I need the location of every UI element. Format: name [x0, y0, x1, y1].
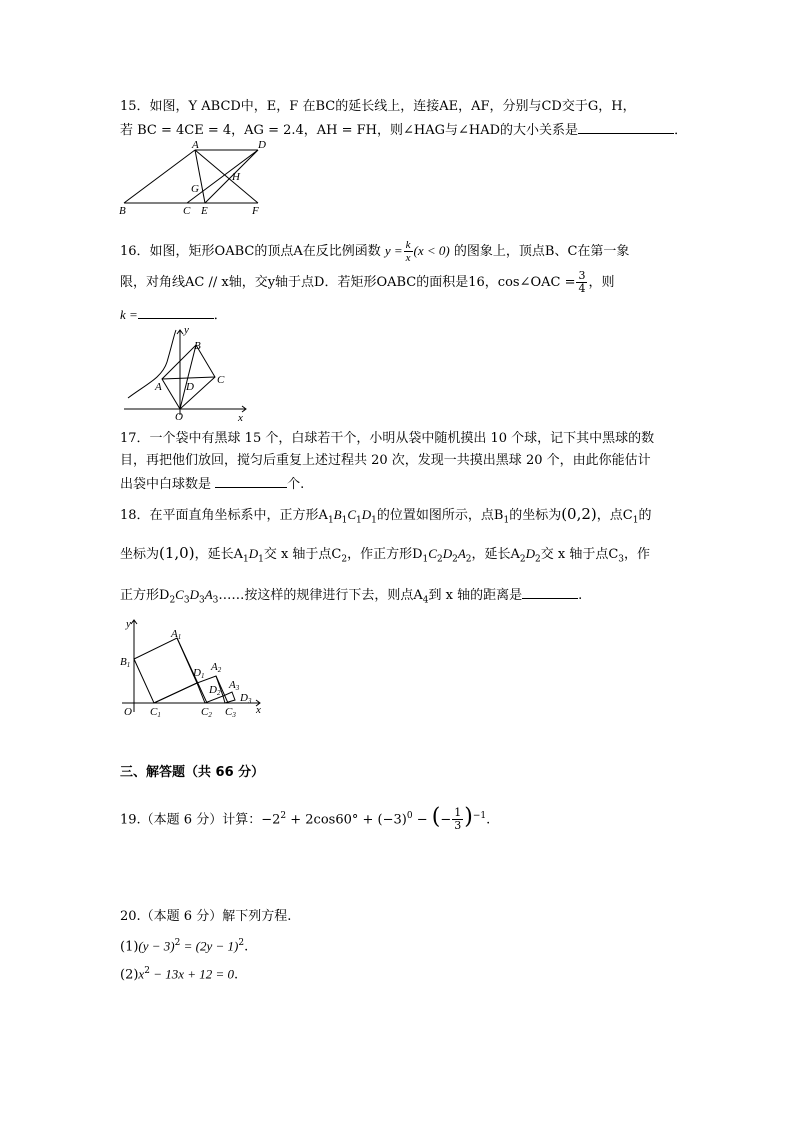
- q20-p2-a: x: [138, 966, 145, 982]
- q19-end: .: [486, 812, 491, 828]
- q18-sub: 3: [618, 554, 625, 565]
- q18-label-C2: C2: [201, 706, 212, 719]
- q15-label-E: E: [201, 205, 208, 217]
- q18-sub: 1: [422, 554, 429, 565]
- q18-text-1e: 的位置如图所示，点B: [376, 508, 504, 523]
- q17-text-3: 出袋中白球数是: [120, 477, 212, 492]
- q18-label-D2: D2: [209, 684, 221, 697]
- q18-sub: 1: [503, 515, 510, 526]
- q20-p2-end: .: [234, 967, 239, 983]
- q18-sub: 2: [465, 554, 472, 565]
- q18-sub: 2: [519, 554, 526, 565]
- q18-label-A3: A3: [229, 679, 240, 692]
- q18-label-D3: D3: [240, 692, 252, 705]
- q16-text-1b: 的图象上，顶点B、C在第一象: [453, 244, 630, 259]
- q19-expr-a: −2: [261, 812, 281, 828]
- q20-p1-b: = (2y − 1): [180, 938, 239, 954]
- q20-p1-end: .: [244, 939, 249, 955]
- q18-label-A1: A1: [171, 628, 182, 641]
- q18-sub: 1: [341, 515, 348, 526]
- q18-b1-coord: (0,2): [561, 505, 597, 523]
- q18-text-1d: D: [361, 507, 372, 522]
- q20-exp: 2: [238, 938, 245, 948]
- q18-text-1h: 的: [638, 508, 652, 523]
- q18-sub: 3: [198, 595, 205, 606]
- q18-text-3b: C: [175, 587, 184, 602]
- q15-label-C: C: [183, 205, 191, 217]
- q18-sub: 1: [258, 554, 264, 565]
- q16-cos-den: 4: [578, 282, 586, 295]
- q19-big-paren-open: (: [431, 804, 441, 830]
- q18-text-2i: ，延长A: [471, 547, 520, 562]
- q18-label-B1: B1: [120, 656, 131, 669]
- q16-label-O: O: [175, 411, 183, 423]
- q16-func-den: x: [405, 252, 411, 264]
- q20-line-0: [120, 908, 291, 926]
- q18-text-2h: A: [457, 546, 466, 561]
- q18-text-1c: C: [347, 507, 357, 522]
- q18-text-2f: C: [428, 546, 437, 561]
- q18-sub: 2: [452, 554, 458, 565]
- q18-label-x: x: [256, 704, 261, 716]
- q19-frac-num: 1: [454, 806, 462, 820]
- q18-text-2g: D: [442, 546, 453, 561]
- q19-frac-sign: −: [440, 812, 452, 828]
- q18-text-2b: ，延长A: [194, 547, 243, 562]
- q19-exp: 0: [406, 811, 413, 821]
- q20-p2-label: (2): [120, 967, 139, 983]
- q19-fraction: [452, 807, 463, 832]
- q20-exp: 2: [144, 966, 150, 976]
- q18-sub: 2: [535, 554, 541, 565]
- q18-label-O: O: [124, 706, 132, 718]
- q18-text-2d: 交 x 轴于点C: [263, 547, 342, 562]
- q19-line: [120, 800, 490, 832]
- q19-frac-den: 3: [454, 819, 462, 833]
- q18-text-3f: 到 x 轴的距离是: [428, 588, 523, 603]
- q18-text-1b: B: [333, 507, 342, 522]
- q18-sub: 2: [341, 554, 348, 565]
- q15-label-B: B: [119, 205, 126, 217]
- q16-label-C: C: [217, 374, 225, 386]
- q18-label-A2: A2: [211, 661, 222, 674]
- q17-text-1: 17．一个袋中有黑球 15 个，白球若干个，小明从袋中随机摸出 10 个球，记下其中黑球的数: [120, 431, 655, 446]
- q16-func-cond: (x < 0): [413, 243, 450, 258]
- q18-text-1f: 的坐标为: [509, 508, 562, 523]
- q20-exp: 2: [174, 938, 181, 948]
- q18-text-2c: D: [248, 546, 259, 561]
- q18-text-3c: D: [189, 587, 199, 602]
- q20-prefix: 20.（本题 6 分）解下列方程.: [120, 909, 292, 924]
- q16-text-3: k =: [120, 307, 138, 322]
- q18-text-2e: ，作正方形D: [347, 547, 423, 562]
- q18-sub: 3: [183, 595, 190, 606]
- q16-cos-num: 3: [578, 269, 586, 282]
- q18-label-C3: C3: [225, 706, 236, 719]
- q18-sub: 2: [169, 595, 176, 606]
- q20-p1-a: (y − 3): [138, 938, 175, 954]
- q18-text-2j: D: [525, 546, 536, 561]
- q18-text-2l: ，作: [624, 547, 651, 562]
- q19-big-paren-close: ): [464, 804, 473, 830]
- q18-text-3d: A: [204, 587, 213, 602]
- q15-text-1: 15．如图，Y ABCD中，E，F 在BC的延长线上，连接AE，AF，分别与CD交于G，H，: [120, 99, 636, 114]
- q19-prefix: 19.（本题 6 分）计算：: [120, 812, 262, 828]
- q18-text-2a: 坐标为: [120, 547, 160, 562]
- q15-label-G: G: [191, 183, 199, 195]
- q16-label-x: x: [238, 412, 243, 424]
- q15-label-F: F: [252, 205, 259, 217]
- q20-p2-b: − 13x + 12 = 0: [149, 966, 235, 982]
- q19-expr-c: −: [412, 812, 432, 828]
- q18-text-1a: 18．在平面直角坐标系中，正方形A: [120, 508, 328, 523]
- q17-text-2: 目，再把他们放回，搅匀后重复上述过程共 20 次，发现一共摸出黑球 20 个，由此你能估计: [120, 453, 651, 468]
- section-3-heading: 三、解答题（共 66 分）: [120, 765, 265, 780]
- q20-part-1: [120, 934, 248, 956]
- q18-text-3a: 正方形D: [120, 588, 170, 603]
- q19-paren: (−3): [377, 812, 407, 828]
- q16-label-B: B: [194, 340, 201, 352]
- q18-text-1g: ，点C: [596, 508, 633, 523]
- q18-c1-coord: (1,0): [159, 544, 195, 562]
- q15-label-A: A: [192, 139, 199, 151]
- q15-label-D: D: [258, 139, 266, 151]
- q16-text-2b: ，则: [588, 275, 615, 290]
- q18-sub: 2: [436, 554, 443, 565]
- q19-exp: 2: [280, 811, 287, 821]
- q18-sub: 1: [371, 515, 377, 526]
- q16-label-D: D: [186, 381, 194, 393]
- q18-sub: 1: [327, 515, 334, 526]
- q18-label-C1: C1: [150, 706, 161, 719]
- q18-text-2k: 交 x 轴于点C: [540, 547, 619, 562]
- q18-label-y: y: [126, 618, 131, 630]
- q20-p1-label: (1): [120, 939, 139, 955]
- q18-end: .: [578, 588, 583, 603]
- q16-func-lhs: y =: [384, 243, 403, 258]
- q17-end: 个.: [287, 477, 305, 492]
- q16-end: ．: [213, 308, 227, 323]
- q18-label-D1: D1: [193, 667, 205, 680]
- q15-end: ．: [674, 123, 688, 138]
- q16-text-1a: 16．如图，矩形OABC的顶点A在反比例函数: [120, 244, 381, 259]
- q16-label-y: y: [184, 324, 189, 336]
- q18-text-3e: ……按这样的规律进行下去，则点A: [218, 588, 423, 603]
- q18-sub: 1: [632, 515, 639, 526]
- q18-sub: 1: [242, 554, 249, 565]
- q16-label-A: A: [155, 381, 162, 393]
- q18-sub: 3: [212, 595, 219, 606]
- q18-sub: 1: [356, 515, 362, 526]
- q18-sub: 4: [422, 595, 429, 606]
- q19-expr-b: + 2cos60° +: [286, 812, 378, 828]
- q20-part-2: [120, 962, 238, 984]
- q16-text-2a: 限，对角线AC // x轴，交y轴于点D．若矩形OABC的面积是16，cos∠OAC =: [120, 275, 576, 290]
- q15-label-H: H: [232, 171, 240, 183]
- q15-text-2: 若 BC = 4CE = 4，AG = 2.4，AH = FH，则∠HAG与∠HAD的大小关系是: [120, 123, 579, 138]
- q16-func-num: k: [405, 239, 411, 251]
- q19-exp: −1: [472, 811, 487, 821]
